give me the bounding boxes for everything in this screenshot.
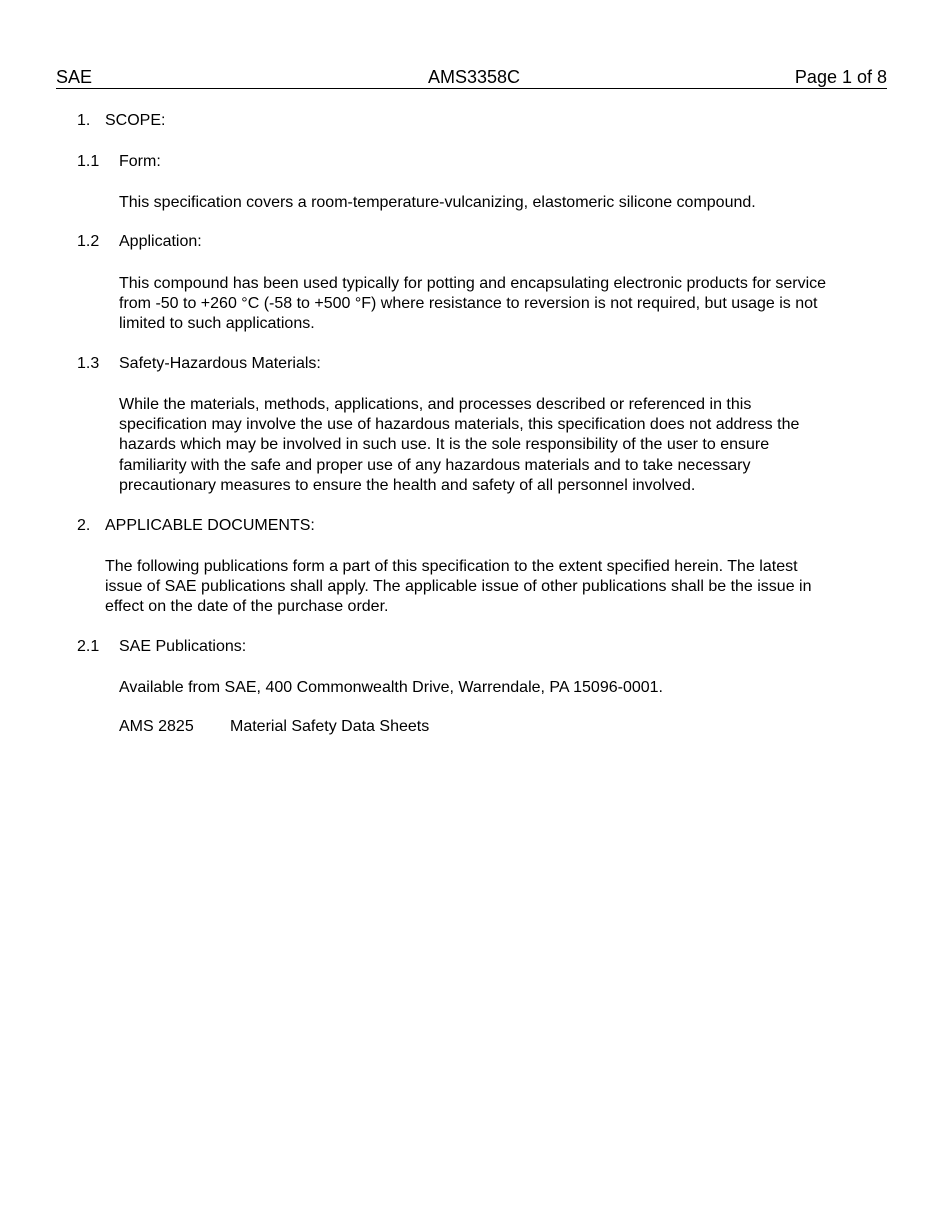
section-1-1-number: 1.1 [77, 153, 100, 170]
section-1-title: SCOPE: [105, 112, 166, 129]
section-1-3-number: 1.3 [77, 355, 100, 372]
text-line: precautionary measures to ensure the health and safety of all personnel involved. [119, 476, 696, 494]
section-2-1-number: 2.1 [77, 638, 100, 655]
text-line: The following publications form a part of this specification to the extent specified herein. The latest [105, 558, 798, 575]
section-1-2-number: 1.2 [77, 233, 100, 250]
section-1-3-body [119, 395, 799, 496]
section-2-number: 2. [77, 517, 91, 534]
text-line: specification may involve the use of hazardous materials, this specification does not address the [119, 416, 800, 434]
header-page-number: Page 1 of 8 [794, 67, 887, 87]
section-2-title: APPLICABLE DOCUMENTS: [105, 517, 315, 534]
text-line: limited to such applications. [119, 315, 315, 333]
text-line: While the materials, methods, applications, and processes described or referenced in this [119, 396, 752, 413]
section-1-2-title: Application: [119, 233, 202, 250]
text-line: This compound has been used typically for potting and encapsulating electronic products for service [119, 275, 827, 292]
section-2-1-availability: Available from SAE, 400 Commonwealth Drive, Warrendale, PA 15096-0001. [119, 679, 663, 696]
text-line: issue of SAE publications shall apply. The applicable issue of other publications shall be the issue in [105, 578, 812, 596]
reference-code: AMS 2825 [119, 718, 194, 735]
text-line: This specification covers a room-temperature-vulcanizing, elastomeric silicone compound. [119, 194, 756, 211]
text-line: familiarity with the safe and proper use of any hazardous materials and to take necessary [119, 456, 751, 474]
section-1-2-body [119, 274, 826, 335]
reference-title: Material Safety Data Sheets [230, 718, 430, 735]
section-2-body [105, 557, 812, 618]
section-1-number: 1. [77, 112, 91, 129]
text-line: hazards which may be involved in such use. It is the sole responsibility of the user to ensure [119, 436, 770, 454]
text-line: effect on the date of the purchase order. [105, 598, 389, 616]
section-1-3-title: Safety-Hazardous Materials: [119, 355, 321, 372]
section-1-1-title: Form: [119, 153, 161, 170]
header-document-id: AMS3358C [428, 67, 521, 87]
text-line: from -50 to +260 °C (-58 to +500 °F) where resistance to reversion is not required, but usage is not [119, 295, 818, 313]
section-2-1-title: SAE Publications: [119, 638, 247, 655]
page-header [56, 66, 887, 89]
section-1-1-body [119, 193, 756, 213]
header-organization: SAE [56, 67, 93, 87]
